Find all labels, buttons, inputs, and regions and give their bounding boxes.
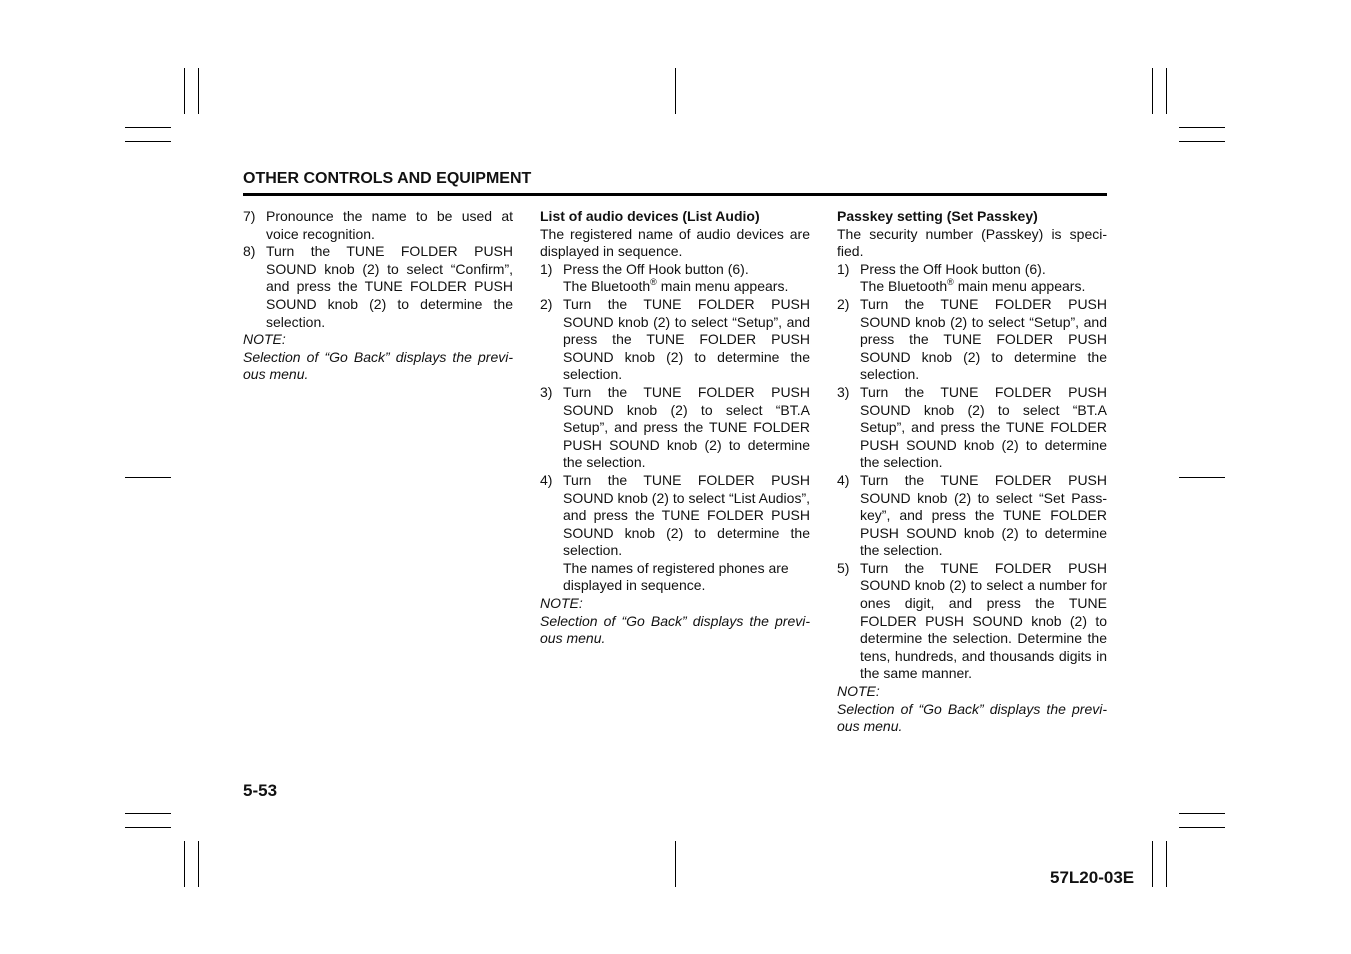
step-4 bbox=[540, 472, 810, 560]
step-number: 3) bbox=[837, 383, 850, 400]
step-text: Press the Off Hook button (6). bbox=[860, 260, 1046, 277]
step-1 bbox=[540, 261, 810, 279]
crop-mark bbox=[125, 477, 171, 478]
intro-paragraph: The registered name of audio devices are displayed in sequence. bbox=[540, 225, 810, 260]
note-label: NOTE: bbox=[540, 595, 583, 612]
note-text: Selection of “Go Back” displays the previ-ous menu. bbox=[540, 612, 810, 647]
step-text: Turn the TUNE FOLDER PUSH SOUND knob (2) to select a number for ones digit, and press the TUNE FOLDER PUSH SOUND knob (2) to determine the selection. Determine the tens, hundreds, and thousands digits in the same manner. bbox=[860, 559, 1107, 682]
crop-mark bbox=[1152, 68, 1153, 114]
step-number: 1) bbox=[837, 260, 850, 277]
section-title: OTHER CONTROLS AND EQUIPMENT bbox=[243, 170, 532, 187]
step-8 bbox=[243, 243, 513, 331]
step-text: Turn the TUNE FOLDER PUSH SOUND knob (2) to select “BT.A Setup”, and press the TUNE FOLDER PUSH SOUND knob (2) to determine the selection. bbox=[860, 383, 1107, 471]
step-text: Turn the TUNE FOLDER PUSH SOUND knob (2) to select “Setup”, and press the TUNE FOLDER PUSH SOUND knob (2) to determine the selection. bbox=[860, 295, 1107, 383]
crop-mark bbox=[125, 127, 171, 128]
step-number: 1) bbox=[540, 260, 553, 277]
step-number: 4) bbox=[837, 471, 850, 488]
column-3 bbox=[837, 208, 1107, 736]
note-text: Selection of “Go Back” displays the previ-ous menu. bbox=[837, 700, 1107, 735]
step-text: Turn the TUNE FOLDER PUSH SOUND knob (2) to select “BT.A Setup”, and press the TUNE FOLDER PUSH SOUND knob (2) to determine the selection. bbox=[563, 383, 810, 471]
step-text: Turn the TUNE FOLDER PUSH SOUND knob (2) to select “Setup”, and press the TUNE FOLDER PUSH SOUND knob (2) to determine the selection. bbox=[563, 295, 810, 383]
column-1 bbox=[243, 208, 513, 384]
intro-paragraph: The security number (Passkey) is speci-fied. bbox=[837, 225, 1107, 260]
section-heading: Passkey setting (Set Passkey) bbox=[837, 208, 1038, 224]
step-result: The Bluetooth® main menu appears. bbox=[860, 277, 1086, 295]
crop-mark bbox=[675, 841, 676, 887]
step-text: Turn the TUNE FOLDER PUSH SOUND knob (2) to select “Confirm”, and press the TUNE FOLDER PUSH SOUND knob (2) to determine the selection. bbox=[266, 243, 513, 330]
column-2 bbox=[540, 208, 810, 648]
step-number: 2) bbox=[540, 295, 553, 312]
note-label: NOTE: bbox=[243, 331, 286, 348]
step-3 bbox=[837, 384, 1107, 472]
crop-mark bbox=[1152, 841, 1153, 887]
step-number: 7) bbox=[243, 208, 256, 224]
step-text: Turn the TUNE FOLDER PUSH SOUND knob (2) to select “List Audios”, and press the TUNE FOLDER PUSH SOUND knob (2) to determine the selection. bbox=[563, 471, 810, 559]
step-number: 8) bbox=[243, 243, 256, 260]
document-code: 57L20-03E bbox=[1050, 868, 1135, 887]
crop-mark bbox=[1179, 827, 1225, 828]
crop-mark bbox=[184, 841, 185, 887]
crop-mark bbox=[1179, 141, 1225, 142]
crop-mark bbox=[184, 68, 185, 114]
step-text: Turn the TUNE FOLDER PUSH SOUND knob (2) to select “Set Pass-key”, and press the TUNE FOLDER PUSH SOUND knob (2) to determine the selection. bbox=[860, 471, 1107, 559]
note-label: NOTE: bbox=[837, 683, 880, 700]
note-text: Selection of “Go Back” displays the previ-ous menu. bbox=[243, 348, 513, 383]
page-number: 5-53 bbox=[243, 781, 278, 800]
step-3 bbox=[540, 384, 810, 472]
crop-mark bbox=[1166, 68, 1167, 114]
step-number: 3) bbox=[540, 383, 553, 400]
step-text: Pronounce the name to be used at voice recognition. bbox=[266, 208, 513, 242]
crop-mark bbox=[1166, 841, 1167, 887]
step-4 bbox=[837, 472, 1107, 560]
crop-mark bbox=[125, 141, 171, 142]
crop-mark bbox=[198, 68, 199, 114]
step-5 bbox=[837, 560, 1107, 683]
step-2 bbox=[837, 296, 1107, 384]
crop-mark bbox=[1179, 127, 1225, 128]
step-number: 4) bbox=[540, 471, 553, 488]
header-rule bbox=[243, 193, 1107, 196]
crop-mark bbox=[125, 827, 171, 828]
step-1 bbox=[837, 261, 1107, 279]
step-result: The Bluetooth® main menu appears. bbox=[563, 277, 789, 295]
step-7 bbox=[243, 208, 513, 243]
crop-mark bbox=[1179, 813, 1225, 814]
step-number: 2) bbox=[837, 295, 850, 312]
crop-mark bbox=[675, 68, 676, 114]
step-number: 5) bbox=[837, 559, 850, 576]
step-2 bbox=[540, 296, 810, 384]
crop-mark bbox=[198, 841, 199, 887]
section-heading: List of audio devices (List Audio) bbox=[540, 208, 760, 224]
crop-mark bbox=[1179, 477, 1225, 478]
step-text: Press the Off Hook button (6). bbox=[563, 260, 749, 277]
step-result: The names of registered phones are displayed in sequence. bbox=[563, 559, 789, 594]
crop-mark bbox=[125, 813, 171, 814]
